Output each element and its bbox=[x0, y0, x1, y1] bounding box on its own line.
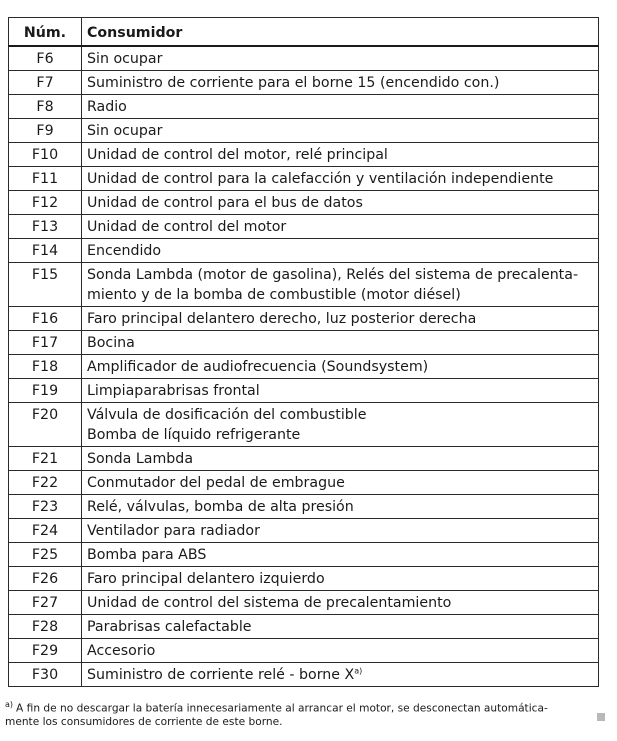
fuse-consumer-text: Suministro de corriente para el borne 15 (encendido con.) bbox=[87, 75, 500, 91]
fuse-number: F21 bbox=[9, 447, 82, 471]
fuse-number: F20 bbox=[9, 403, 82, 447]
fuse-consumer bbox=[82, 495, 599, 519]
fuse-consumer-text: Encendido bbox=[87, 243, 162, 259]
table-row bbox=[9, 307, 599, 331]
table-row bbox=[9, 143, 599, 167]
fuse-consumer-text: Accesorio bbox=[87, 643, 156, 659]
fuse-consumer bbox=[82, 403, 599, 447]
fuse-consumer-text: Parabrisas calefactable bbox=[87, 619, 252, 635]
table-header-row bbox=[9, 18, 599, 47]
fuse-number: F23 bbox=[9, 495, 82, 519]
fuse-consumer bbox=[82, 71, 599, 95]
fuse-consumer-text: Relé, válvulas, bomba de alta presión bbox=[87, 499, 354, 515]
table-row bbox=[9, 591, 599, 615]
table-row bbox=[9, 543, 599, 567]
fuse-consumer bbox=[82, 519, 599, 543]
table-row bbox=[9, 355, 599, 379]
fuse-consumer-text: Faro principal delantero izquierdo bbox=[87, 571, 325, 587]
fuse-number: F26 bbox=[9, 567, 82, 591]
table-row bbox=[9, 263, 599, 307]
fuse-number: F18 bbox=[9, 355, 82, 379]
fuse-consumer-text: Sonda Lambda (motor de gasolina), Relés del sistema de precalenta- miento y de la bomba de combustible (motor diésel) bbox=[87, 267, 579, 303]
fuse-consumer bbox=[82, 663, 599, 687]
fuse-consumer bbox=[82, 239, 599, 263]
fuse-consumer bbox=[82, 591, 599, 615]
table-row bbox=[9, 331, 599, 355]
header-consumer: Consumidor bbox=[82, 18, 599, 47]
fuse-consumer-text: Unidad de control para el bus de datos bbox=[87, 195, 363, 211]
fuse-number: F8 bbox=[9, 95, 82, 119]
fuse-consumer-text: Válvula de dosificación del combustible Bomba de líquido refrigerante bbox=[87, 407, 367, 443]
fuse-consumer-text: Conmutador del pedal de embrague bbox=[87, 475, 345, 491]
fuse-number: F9 bbox=[9, 119, 82, 143]
table-row bbox=[9, 447, 599, 471]
fuse-consumer-text: Suministro de corriente relé - borne X bbox=[87, 667, 355, 683]
fuse-number: F7 bbox=[9, 71, 82, 95]
fuse-consumer bbox=[82, 355, 599, 379]
fuse-consumer bbox=[82, 263, 599, 307]
fuse-number: F29 bbox=[9, 639, 82, 663]
table-row bbox=[9, 95, 599, 119]
fuse-number: F16 bbox=[9, 307, 82, 331]
fuse-consumer-text: Sin ocupar bbox=[87, 123, 163, 139]
fuse-consumer-text: Unidad de control del motor, relé principal bbox=[87, 147, 388, 163]
fuse-consumer bbox=[82, 543, 599, 567]
fuse-consumer-text: Amplificador de audiofrecuencia (Soundsystem) bbox=[87, 359, 429, 375]
table-row bbox=[9, 471, 599, 495]
fuse-consumer bbox=[82, 95, 599, 119]
table-row bbox=[9, 519, 599, 543]
table-row bbox=[9, 71, 599, 95]
table-row bbox=[9, 615, 599, 639]
fuse-consumer-text: Bomba para ABS bbox=[87, 547, 207, 563]
fuse-consumer bbox=[82, 119, 599, 143]
fuse-consumer-text: Unidad de control para la calefacción y ventilación independiente bbox=[87, 171, 554, 187]
fuse-table bbox=[8, 17, 599, 687]
table-row bbox=[9, 167, 599, 191]
table-row bbox=[9, 46, 599, 71]
fuse-number: F15 bbox=[9, 263, 82, 307]
table-row bbox=[9, 239, 599, 263]
fuse-consumer bbox=[82, 331, 599, 355]
footnote-text: A fin de no descargar la batería innecesariamente al arrancar el motor, se desconectan automática- mente los consumidores de corriente de este borne. bbox=[5, 702, 548, 728]
fuse-consumer bbox=[82, 307, 599, 331]
footnote-mark: a) bbox=[5, 700, 14, 709]
table-row bbox=[9, 403, 599, 447]
table-row bbox=[9, 639, 599, 663]
fuse-number: F17 bbox=[9, 331, 82, 355]
table-row bbox=[9, 191, 599, 215]
fuse-consumer-text: Faro principal delantero derecho, luz posterior derecha bbox=[87, 311, 477, 327]
fuse-number: F14 bbox=[9, 239, 82, 263]
end-of-section-marker bbox=[597, 713, 605, 721]
fuse-number: F24 bbox=[9, 519, 82, 543]
fuse-consumer bbox=[82, 615, 599, 639]
fuse-number: F19 bbox=[9, 379, 82, 403]
fuse-consumer-text: Sonda Lambda bbox=[87, 451, 194, 467]
fuse-consumer-text: Sin ocupar bbox=[87, 51, 163, 67]
fuse-number: F10 bbox=[9, 143, 82, 167]
fuse-number: F13 bbox=[9, 215, 82, 239]
fuse-consumer-text: Bocina bbox=[87, 335, 135, 351]
table-row bbox=[9, 495, 599, 519]
fuse-consumer bbox=[82, 567, 599, 591]
fuse-number: F12 bbox=[9, 191, 82, 215]
fuse-number: F27 bbox=[9, 591, 82, 615]
fuse-number: F22 bbox=[9, 471, 82, 495]
fuse-number: F28 bbox=[9, 615, 82, 639]
fuse-number: F30 bbox=[9, 663, 82, 687]
table-row bbox=[9, 119, 599, 143]
fuse-consumer-text: Unidad de control del sistema de precalentamiento bbox=[87, 595, 452, 611]
table-row bbox=[9, 567, 599, 591]
header-num: Núm. bbox=[9, 18, 82, 47]
fuse-consumer-text: Radio bbox=[87, 99, 127, 115]
fuse-consumer bbox=[82, 447, 599, 471]
fuse-consumer bbox=[82, 471, 599, 495]
fuse-consumer bbox=[82, 46, 599, 71]
fuse-consumer bbox=[82, 379, 599, 403]
fuse-number: F6 bbox=[9, 46, 82, 71]
fuse-consumer-text: Ventilador para radiador bbox=[87, 523, 260, 539]
table-row bbox=[9, 663, 599, 687]
fuse-consumer bbox=[82, 215, 599, 239]
fuse-consumer-text: Limpiaparabrisas frontal bbox=[87, 383, 260, 399]
fuse-consumer bbox=[82, 639, 599, 663]
fuse-number: F11 bbox=[9, 167, 82, 191]
fuse-consumer bbox=[82, 143, 599, 167]
fuse-consumer bbox=[82, 191, 599, 215]
fuse-rows bbox=[9, 46, 599, 687]
footnote-reference: a) bbox=[354, 666, 363, 676]
table-row bbox=[9, 215, 599, 239]
fuse-consumer bbox=[82, 167, 599, 191]
fuse-consumer-text: Unidad de control del motor bbox=[87, 219, 287, 235]
fuse-number: F25 bbox=[9, 543, 82, 567]
table-row bbox=[9, 379, 599, 403]
footnote bbox=[5, 698, 595, 729]
